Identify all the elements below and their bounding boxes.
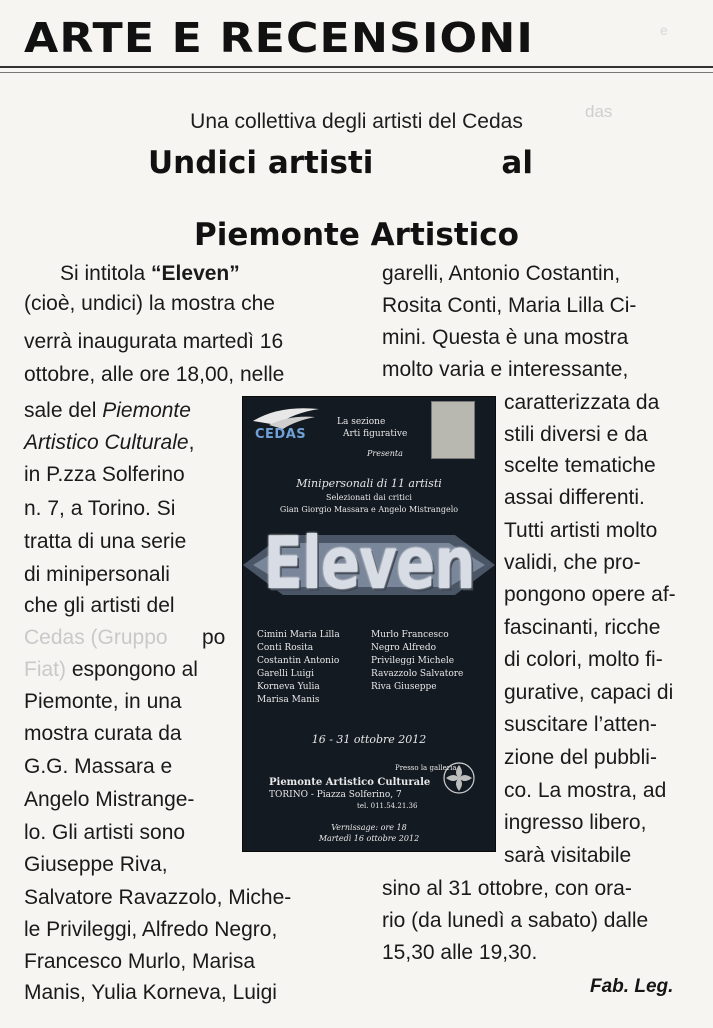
- poster-critics: Gian Giorgio Massara e Angelo Mistrangelo: [279, 505, 459, 514]
- flower-emblem-icon: [437, 759, 481, 797]
- title-part-b: al: [501, 145, 533, 181]
- poster-artist: Garelli Luigi: [257, 669, 314, 679]
- text-line: scelte tematiche: [504, 454, 656, 477]
- text-line: ottobre, alle ore 18,00, nelle: [24, 363, 285, 386]
- poster-eleven-title: Eleven: [263, 520, 475, 606]
- poster-artist: Murlo Francesco: [371, 630, 449, 640]
- text-line: Angelo Mistrange-: [24, 788, 195, 811]
- poster-artist: Cimini Maria Lilla: [257, 630, 340, 640]
- text-line: mostra curata da: [24, 722, 182, 745]
- text-line: [24, 428, 194, 458]
- text-run: espongono al: [71, 658, 198, 681]
- poster-artist: Korneva Yulia: [257, 682, 320, 692]
- text-line: [24, 396, 191, 426]
- article-kicker: Una collettiva degli artisti del Cedas: [190, 110, 523, 133]
- header-rule: [0, 66, 713, 68]
- text-run: sale del: [24, 399, 103, 422]
- text-line: po: [202, 626, 226, 649]
- text-line: le Privileggi, Alfredo Negro,: [24, 918, 278, 941]
- text-line: fascinanti, ricche: [504, 616, 661, 639]
- poster-artist: Privileggi Michele: [371, 656, 455, 666]
- author-signature: Fab. Leg.: [590, 976, 674, 997]
- poster-selected-by: Selezionati dai critici: [325, 493, 412, 502]
- text-line: di minipersonali: [24, 563, 170, 586]
- text-line: rio (da lunedì a sabato) dalle: [382, 909, 649, 932]
- article-title-line1: [148, 143, 533, 183]
- section-title: ARTE E RECENSIONI: [24, 14, 534, 62]
- poster-artist: Negro Alfredo: [371, 643, 437, 653]
- text-line: lo. Gli artisti sono: [24, 821, 186, 844]
- text-line: di colori, molto fi-: [504, 648, 663, 671]
- text-line: (cioè, undici) la mostra che: [24, 292, 275, 315]
- text-line: Giuseppe Riva,: [24, 853, 168, 876]
- text-line: Rosita Conti, Maria Lilla Ci-: [382, 294, 637, 317]
- text-line: [24, 655, 198, 685]
- poster-at-gallery: Presso la galleria: [395, 764, 457, 772]
- poster-logo-text: CEDAS: [255, 427, 307, 442]
- poster-section: La sezione: [337, 417, 386, 427]
- text-line: G.G. Massara e: [24, 755, 173, 778]
- text-line: Tutti artisti molto: [504, 519, 658, 542]
- text-line: n. 7, a Torino. Si: [24, 497, 176, 520]
- text-line: sino al 31 ottobre, con ora-: [382, 877, 632, 900]
- text-line: zione del pubbli-: [504, 746, 657, 769]
- text-line: che gli artisti del: [24, 594, 175, 617]
- text-run-italic: Artistico Culturale: [24, 431, 189, 454]
- text-line: gurative, capaci di: [504, 681, 674, 704]
- text-line: Salvatore Ravazzolo, Miche-: [24, 886, 292, 909]
- poster-artist: Riva Giuseppe: [371, 682, 437, 692]
- bleed-through-text: e: [660, 22, 668, 38]
- text-line: validi, che pro-: [504, 551, 641, 574]
- poster-artist: Costantin Antonio: [257, 656, 340, 666]
- text-line: mini. Questa è una mostra: [382, 326, 629, 349]
- poster-dates: 16 - 31 ottobre 2012: [311, 733, 427, 746]
- poster-phone: tel. 011.54.21.36: [357, 802, 418, 810]
- text-line: ingresso libero,: [504, 811, 647, 834]
- text-line: [60, 259, 240, 289]
- poster-vernissage-date: Martedì 16 ottobre 2012: [318, 834, 420, 843]
- text-line: [24, 623, 168, 653]
- poster-presents: Presenta: [367, 449, 403, 458]
- text-line: garelli, Antonio Costantin,: [382, 262, 621, 285]
- poster-gallery-name: Piemonte Artistico Culturale: [269, 777, 431, 788]
- text-run-faded: Fiat): [24, 658, 66, 681]
- text-line: tratta di una serie: [24, 530, 187, 553]
- poster-address: TORINO - Piazza Solferino, 7: [269, 790, 402, 800]
- text-line: stili diversi e da: [504, 423, 648, 446]
- text-line: Manis, Yulia Korneva, Luigi: [24, 981, 277, 1004]
- title-part-a: Undici artisti: [148, 145, 374, 181]
- exhibition-poster: [242, 396, 496, 852]
- text-line: sarà visitabile: [504, 844, 632, 867]
- poster-artist: Marisa Manis: [257, 695, 320, 705]
- poster-artist: Ravazzolo Salvatore: [371, 669, 464, 679]
- text-run-faded: Cedas (Gruppo: [24, 626, 168, 649]
- text-line: molto varia e interessante,: [382, 358, 629, 381]
- bleed-through-text: das: [585, 102, 613, 121]
- poster-artist: Conti Rosita: [257, 643, 314, 653]
- text-line: 15,30 alle 19,30.: [382, 941, 538, 964]
- poster-vernissage-time: Vernissage: ore 18: [331, 823, 407, 832]
- poster-arts: Arti figurative: [343, 429, 408, 439]
- header-rule-thin: [0, 72, 713, 73]
- text-line: suscitare l’atten-: [504, 713, 657, 736]
- text-line: Francesco Murlo, Marisa: [24, 950, 256, 973]
- exhibition-name: “Eleven”: [151, 262, 240, 285]
- text-line: Piemonte, in una: [24, 690, 182, 713]
- text-line: caratterizzata da: [504, 391, 660, 414]
- text-line: in P.zza Solferino: [24, 463, 185, 486]
- text-line: verrà inaugurata martedì 16: [24, 330, 284, 353]
- poster-subtitle: Minipersonali di 11 artisti: [296, 477, 442, 490]
- text-line: assai differenti.: [504, 486, 645, 509]
- text-run: Si intitola: [60, 262, 152, 285]
- poster-photo-image: [431, 401, 475, 459]
- text-line: pongono opere af-: [504, 583, 676, 606]
- text-line: co. La mostra, ad: [504, 779, 667, 802]
- article-title-line2: Piemonte Artistico: [194, 217, 519, 253]
- text-run-italic: Piemonte: [102, 399, 191, 422]
- text-run: ,: [188, 431, 195, 454]
